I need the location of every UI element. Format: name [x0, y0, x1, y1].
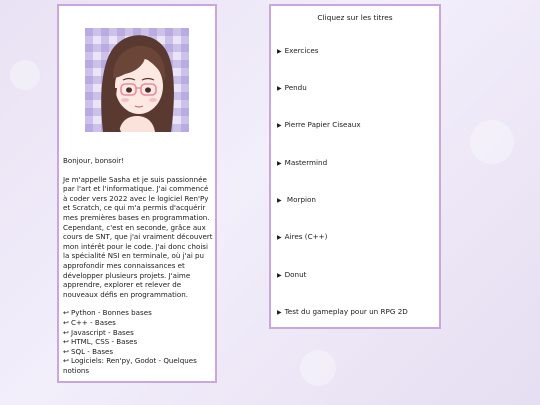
triangle-right-icon: ▶ — [277, 234, 282, 241]
triangle-right-icon: ▶ — [277, 122, 282, 129]
bg-decoration — [10, 60, 40, 90]
triangle-right-icon: ▶ — [277, 160, 282, 167]
triangle-right-icon: ▶ — [277, 309, 282, 316]
project-link-morpion[interactable]: ▶ Morpion — [277, 195, 316, 204]
return-arrow-icon: ↩ — [63, 337, 69, 347]
bio-section — [63, 156, 213, 375]
skill-item: ↩ Python - Bonnes bases — [63, 308, 152, 318]
avatar — [85, 28, 189, 132]
bg-decoration — [300, 350, 336, 386]
project-link-rpg-test[interactable]: ▶ Test du gameplay pour un RPG 2D — [277, 307, 408, 316]
return-arrow-icon: ↩ — [63, 327, 69, 337]
skill-item: ↩ Javascript - Bases — [63, 327, 134, 337]
greeting: Bonjour, bonsoir! — [63, 156, 125, 165]
return-arrow-icon: ↩ — [63, 356, 69, 366]
skill-item: ↩ SQL - Bases — [63, 346, 114, 356]
skill-item: ↩ C++ - Bases — [63, 317, 116, 327]
triangle-right-icon: ▶ — [277, 272, 282, 279]
project-link-exercices[interactable]: ▶ Exercices — [277, 46, 319, 55]
profile-card — [57, 4, 217, 383]
project-link-aires[interactable]: ▶ Aires (C++) — [277, 232, 328, 241]
return-arrow-icon: ↩ — [63, 317, 69, 327]
triangle-right-icon: ▶ — [277, 197, 282, 204]
bio-text: Je m'appelle Sasha et je suis passionnée par l'art et l'informatique. J'ai commencé à coder vers 2022 avec le logiciel Ren'Py et Scratch, ce qui m'a permis d'acquérir mes premières bases en programmation. Cependant, c'est en seconde, grâce aux cours de SNT, que j'ai vraiment découvert mon intérêt pour le code. J'ai donc choisi la spécialité NSI en terminale, où j'ai pu approfondir mes connaissances et développer plusieurs projets. J'aime apprendre, explorer et relever de nouveaux défis en programmation. — [63, 174, 213, 299]
skill-item: ↩ HTML, CSS - Bases — [63, 337, 138, 347]
return-arrow-icon: ↩ — [63, 308, 69, 318]
project-link-donut[interactable]: ▶ Donut — [277, 270, 307, 279]
project-link-pendu[interactable]: ▶ Pendu — [277, 83, 307, 92]
project-link-pierre-papier-ciseaux[interactable]: ▶ Pierre Papier Ciseaux — [277, 120, 361, 129]
return-arrow-icon: ↩ — [63, 346, 69, 356]
triangle-right-icon: ▶ — [277, 48, 282, 55]
triangle-right-icon: ▶ — [277, 85, 282, 92]
projects-card — [269, 4, 441, 329]
skills-list — [63, 308, 213, 375]
bg-decoration — [470, 120, 514, 164]
projects-title: Cliquez sur les titres — [317, 13, 393, 22]
skill-item: ↩ Logiciels: Ren'py, Godot - Quelques notions — [63, 356, 197, 375]
avatar-illustration — [85, 28, 189, 132]
project-link-mastermind[interactable]: ▶ Mastermind — [277, 158, 328, 167]
